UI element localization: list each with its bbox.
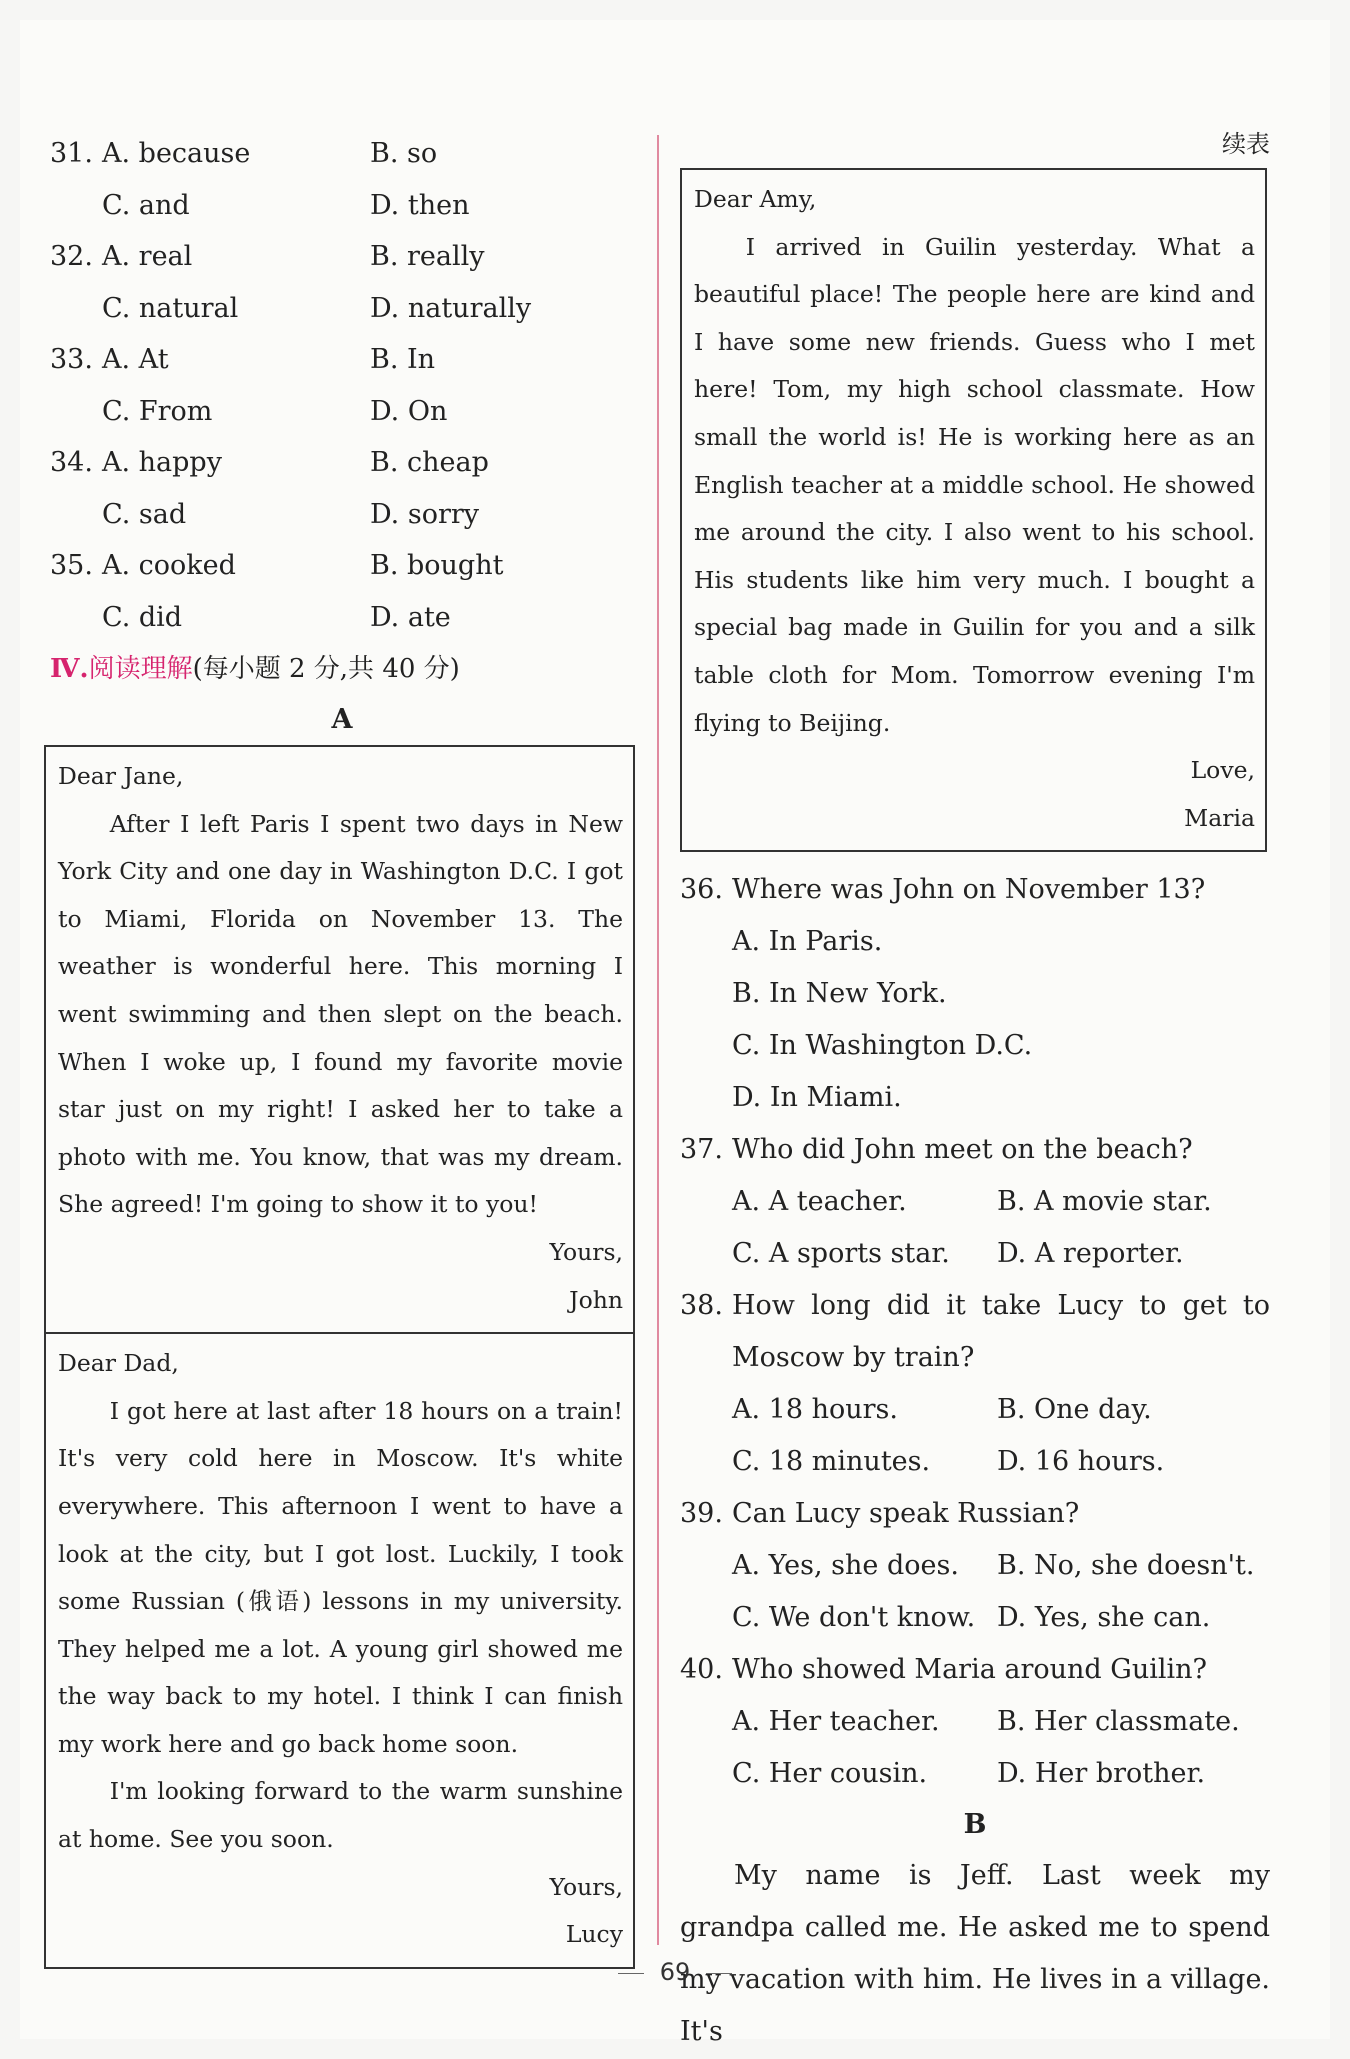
option-b: B. cheap [370, 447, 489, 478]
letter-closing: Yours, [549, 1872, 623, 1901]
option-c: C. From [102, 395, 213, 427]
option-c: C. did [102, 601, 183, 633]
option-d: D. then [370, 189, 470, 221]
passage-b: My name is Jeff. Last week my grandpa called me. He asked me to spend my vacation with him. He lives in a village. It's [680, 1860, 1270, 2048]
letter-body: I arrived in Guilin yesterday. What a beautiful place! The people here are kind and I have some new friends. Guess who I met here! Tom, my high school classmate. How small the world is! He is working here as an English teacher at a middle school. He showed me around the city. I also went to his school. His students like him very much. I bought a special bag made in Guilin for you and a silk table cloth for Mom. Tomorrow evening I'm flying to Beijing. [694, 232, 1255, 737]
option-a: A. A teacher. [732, 1186, 907, 1218]
option-b: B. In New York. [732, 978, 947, 1010]
letter-greeting: Dear Amy, [694, 185, 817, 213]
letter-closing: Yours, [549, 1237, 623, 1266]
page-number: 69 [659, 1958, 691, 1986]
question-35-row2 [50, 592, 634, 644]
option-b: B. Her classmate. [997, 1706, 1240, 1738]
letter-greeting: Dear Jane, [58, 762, 184, 790]
question-40 [680, 1644, 1270, 1800]
option-c: C. 18 minutes. [732, 1446, 931, 1478]
page-footer [0, 1958, 1350, 1986]
footer-dash-left [618, 1973, 644, 1974]
option-a: A. Her teacher. [732, 1706, 940, 1738]
letter-signature: Maria [1184, 803, 1255, 832]
option-d: D. 16 hours. [997, 1446, 1165, 1478]
option-c: C. and [102, 189, 190, 221]
question-36 [680, 864, 1270, 1124]
option-c: C. In Washington D.C. [732, 1030, 1033, 1062]
option-d: D. ate [370, 601, 451, 633]
letter-signature: John [569, 1285, 623, 1314]
letter-closing: Love, [1190, 756, 1255, 785]
question-number: 33. [50, 344, 93, 375]
question-number: 36. [680, 874, 723, 906]
question-33-row2 [50, 386, 634, 438]
section-title: 阅读理解 [88, 654, 193, 684]
questions-list [680, 864, 1270, 1800]
question-34-row2 [50, 489, 634, 541]
question-39 [680, 1488, 1270, 1644]
option-c: C. sad [102, 498, 187, 530]
option-b: B. bought [370, 550, 504, 581]
letter-amy [682, 170, 1265, 850]
option-d: D. In Miami. [732, 1082, 902, 1114]
question-stem: Who did John meet on the beach? [732, 1134, 1193, 1166]
option-b: B. really [370, 241, 485, 272]
option-c: C. natural [102, 292, 239, 324]
letters-box [44, 745, 635, 1969]
letter-signature: Lucy [565, 1920, 623, 1949]
column-divider [657, 135, 659, 1945]
option-d: D. A reporter. [997, 1238, 1184, 1270]
option-a: A. real [102, 241, 193, 272]
option-a: A. At [102, 344, 169, 375]
option-d: D. sorry [370, 498, 480, 530]
option-b: B. One day. [997, 1394, 1152, 1426]
option-a: A. 18 hours. [732, 1394, 898, 1426]
option-b: B. No, she doesn't. [997, 1550, 1255, 1582]
section-heading [50, 643, 634, 695]
option-d: D. Her brother. [997, 1758, 1206, 1790]
footer-dash-right [706, 1973, 732, 1974]
option-d: D. On [370, 395, 448, 427]
question-37 [680, 1124, 1270, 1280]
question-number: 35. [50, 550, 93, 581]
question-number: 40. [680, 1654, 723, 1686]
question-stem: Where was John on November 13? [732, 874, 1206, 906]
part-a-title: A [331, 704, 353, 735]
question-number: 37. [680, 1134, 723, 1166]
question-number: 38. [680, 1290, 723, 1322]
option-b: B. In [370, 344, 436, 375]
option-b: B. A movie star. [997, 1186, 1212, 1218]
option-d: D. naturally [370, 292, 532, 324]
question-stem: Can Lucy speak Russian? [732, 1498, 1080, 1530]
left-column [50, 128, 634, 1969]
option-a: A. In Paris. [732, 926, 883, 958]
question-stem: Who showed Maria around Guilin? [732, 1654, 1208, 1686]
letter-body: After I left Paris I spent two days in New York City and one day in Washington D.C. I got to Miami, Florida on November 13. The weather is wonderful here. This morning I went swimming and then slept on the beach. When I woke up, I found my favorite movie star just on my right! I asked her to take a photo with me. You know, that was my dream. She agreed! I'm going to show it to you! [58, 809, 623, 1219]
letter-greeting: Dear Dad, [58, 1349, 179, 1378]
letter-body-2: I'm looking forward to the warm sunshine at home. See you soon. [58, 1777, 623, 1854]
question-number: 39. [680, 1498, 723, 1530]
letter-jane [46, 747, 633, 1332]
section-note: (每小题 2 分,共 40 分) [192, 654, 460, 684]
letter-body: I got here at last after 18 hours on a train! It's very cold here in Moscow. It's white everywhere. This afternoon I went to have a look at the city, but I got lost. Luckily, I took some Russian (俄语) lessons in my university. They helped me a lot. A young girl showed me the way back to my hotel. I think I can finish my work here and go back home soon. [58, 1396, 623, 1758]
part-b-title: B [963, 1809, 987, 1841]
question-32 [50, 231, 634, 283]
letter-dad [46, 1334, 633, 1967]
section-number: Ⅳ. [50, 654, 89, 684]
option-c: C. Her cousin. [732, 1758, 928, 1790]
option-a: A. because [102, 138, 251, 169]
question-31 [50, 128, 634, 180]
option-c: C. We don't know. [732, 1602, 976, 1634]
option-a: A. cooked [102, 550, 236, 581]
question-34 [50, 437, 634, 489]
continued-label: 续表 [1222, 130, 1270, 158]
question-33 [50, 334, 634, 386]
question-38 [680, 1280, 1270, 1488]
question-35 [50, 540, 634, 592]
option-a: A. Yes, she does. [732, 1550, 959, 1582]
option-a: A. happy [102, 447, 222, 478]
option-c: C. A sports star. [732, 1238, 950, 1270]
question-31-row2 [50, 180, 634, 232]
option-b: B. so [370, 138, 438, 169]
question-number: 31. [50, 138, 93, 169]
option-d: D. Yes, she can. [997, 1602, 1211, 1634]
question-32-row2 [50, 283, 634, 335]
cloze-options [50, 128, 634, 643]
question-number: 32. [50, 241, 93, 272]
right-column [680, 128, 1270, 2058]
question-stem: How long did it take Lucy to get to Moscow by train? [732, 1290, 1270, 1374]
letter-box-amy [680, 168, 1267, 852]
question-number: 34. [50, 447, 93, 478]
